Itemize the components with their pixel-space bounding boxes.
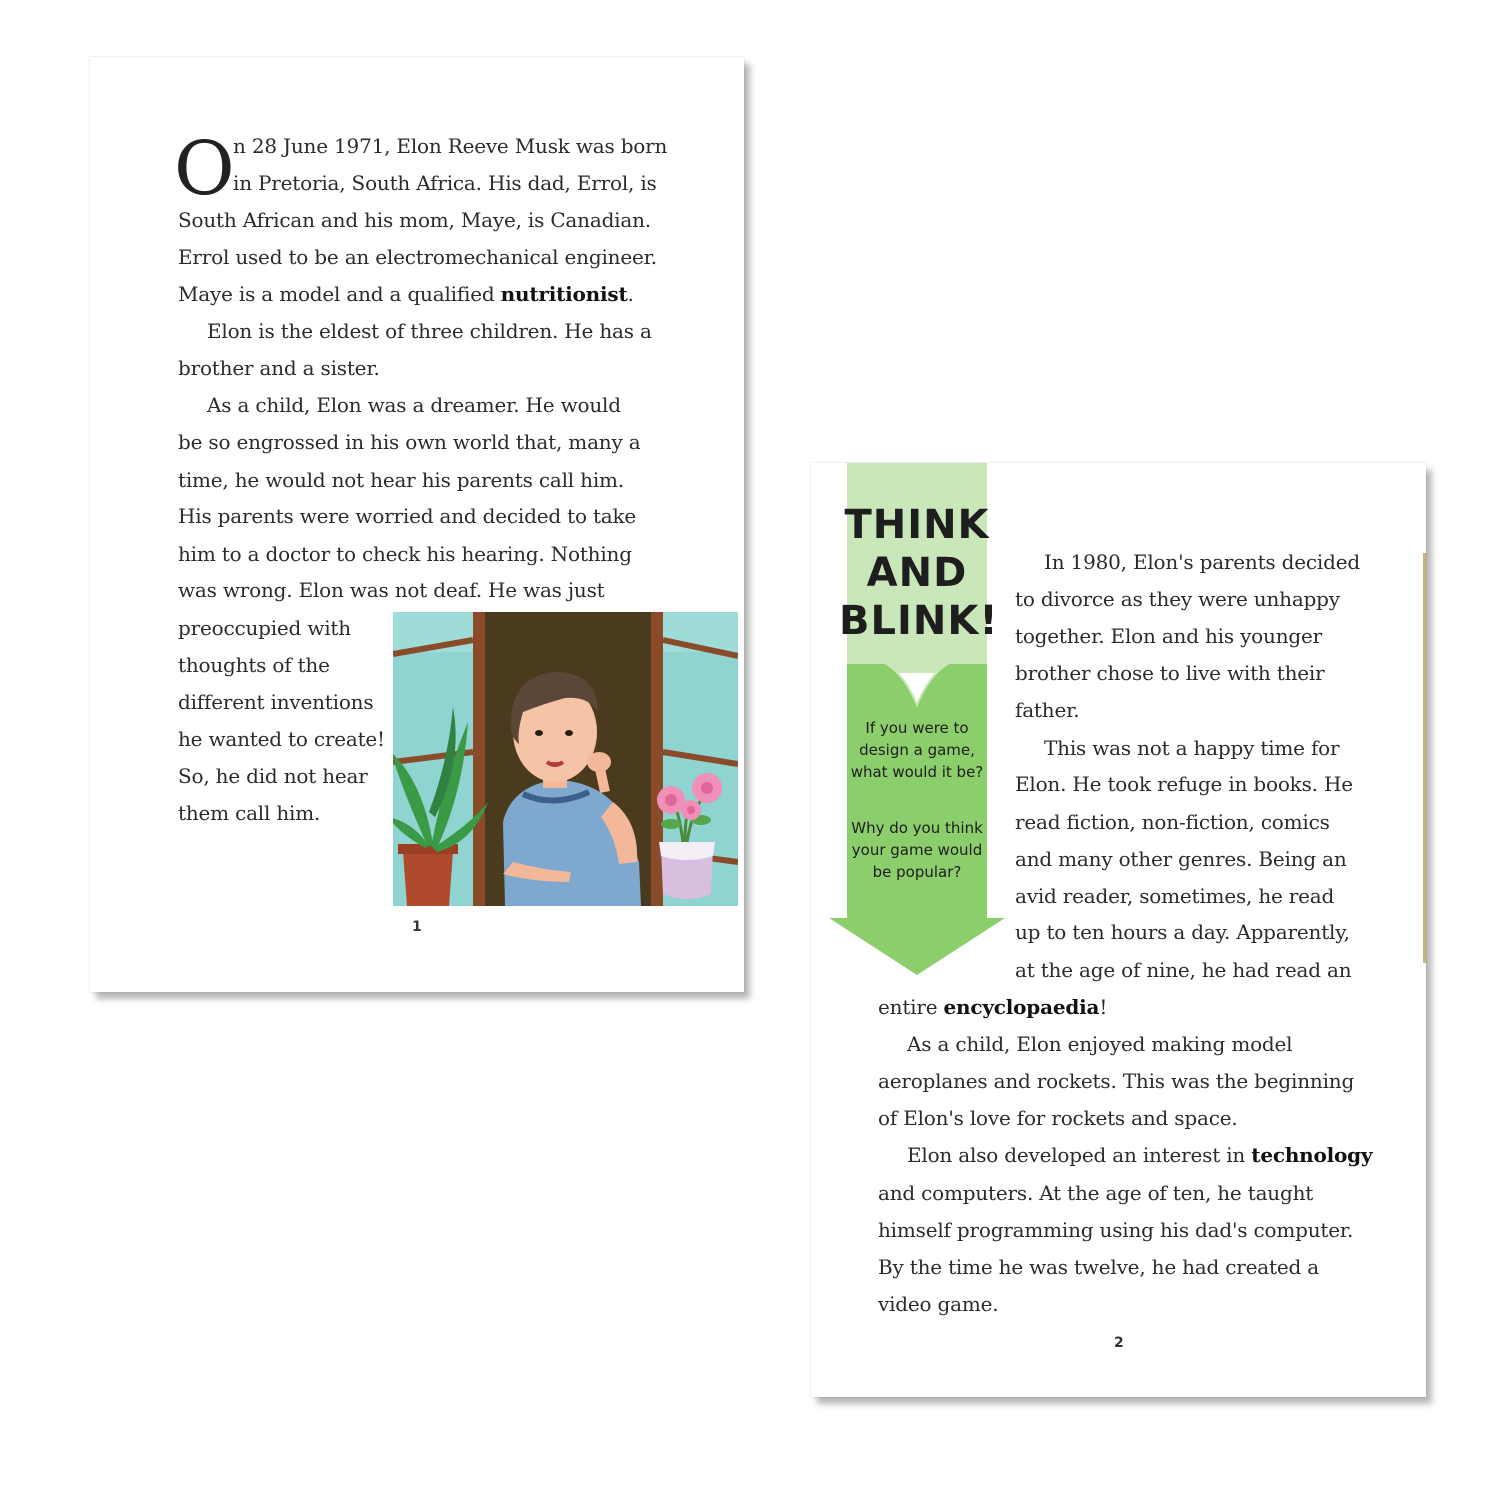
text-line: together. Elon and his younger <box>1015 624 1322 648</box>
book-page-2 <box>811 463 1426 1397</box>
glossary-word: nutritionist <box>500 282 628 306</box>
text-line: up to ten hours a day. Apparently, <box>1015 920 1350 944</box>
text-line: As a child, Elon was a dreamer. He would <box>207 393 621 417</box>
text-line: in Pretoria, South Africa. His dad, Errol, is <box>233 171 657 195</box>
and-title: AND <box>866 550 968 596</box>
blink-title: BLINK! <box>839 598 999 644</box>
text-line: By the time he was twelve, he had created a <box>878 1255 1319 1279</box>
text-line: he wanted to create! <box>178 727 385 751</box>
text-line: read fiction, non-fiction, comics <box>1015 810 1330 834</box>
text-line: His parents were worried and decided to take <box>178 504 637 528</box>
text-line: As a child, Elon enjoyed making model <box>907 1032 1293 1056</box>
book-page-1 <box>90 57 744 992</box>
text-line: Elon is the eldest of three children. He has a <box>207 319 652 343</box>
text-line: Errol used to be an electromechanical engineer. <box>178 245 657 269</box>
text-line: time, he would not hear his parents call him. <box>178 468 624 492</box>
text-line: different inventions <box>178 690 374 714</box>
boy-at-window-illustration <box>393 612 738 906</box>
text-line: him to a doctor to check his hearing. Nothing <box>178 542 632 566</box>
text-line: at the age of nine, he had read an <box>1015 958 1352 982</box>
text-line: was wrong. Elon was not deaf. He was just <box>178 578 605 602</box>
text-line: aeroplanes and rockets. This was the beginning <box>878 1069 1355 1093</box>
glossary-word: encyclopaedia <box>943 995 1100 1019</box>
text-line: preoccupied with <box>178 616 351 640</box>
text-line: South African and his mom, Maye, is Canadian. <box>178 208 651 232</box>
text-line: thoughts of the <box>178 653 330 677</box>
text-line: video game. <box>878 1292 999 1316</box>
think-question: Why do you think your game would be popular? <box>851 819 983 881</box>
text-line: himself programming using his dad's computer. <box>878 1218 1354 1242</box>
think-and-blink-banner <box>829 463 1009 975</box>
text-line: avid reader, sometimes, he read <box>1015 884 1335 908</box>
text-line: This was not a happy time for <box>1044 736 1340 760</box>
page-number: 2 <box>1114 1335 1124 1351</box>
text-line: brother chose to live with their <box>1015 661 1325 685</box>
text-line: father. <box>1015 698 1080 722</box>
text-line: of Elon's love for rockets and space. <box>878 1106 1238 1130</box>
drop-cap: O <box>174 126 235 212</box>
text-line: them call him. <box>178 801 321 825</box>
glossary-word: technology <box>1251 1143 1373 1167</box>
think-title: THINK <box>844 502 990 548</box>
text-line: n 28 June 1971, Elon Reeve Musk was born <box>233 134 668 158</box>
text-line: So, he did not hear <box>178 764 368 788</box>
page-number: 1 <box>412 919 422 935</box>
text-line: Elon. He took refuge in books. He <box>1015 772 1353 796</box>
text-line: entire encyclopaedia! <box>878 995 1108 1019</box>
text-line: to divorce as they were unhappy <box>1015 587 1340 611</box>
text-line: In 1980, Elon's parents decided <box>1044 550 1360 574</box>
text-line: and computers. At the age of ten, he taught <box>878 1181 1314 1205</box>
text-line: and many other genres. Being an <box>1015 847 1347 871</box>
text-line: Maye is a model and a qualified nutritionist. <box>178 282 634 306</box>
text-line: brother and a sister. <box>178 356 380 380</box>
text-line: Elon also developed an interest in technology <box>907 1143 1373 1167</box>
think-question: If you were to design a game, what would it be? <box>850 719 984 781</box>
text-line: be so engrossed in his own world that, many a <box>178 430 641 454</box>
page-edge-accent <box>1423 553 1426 963</box>
